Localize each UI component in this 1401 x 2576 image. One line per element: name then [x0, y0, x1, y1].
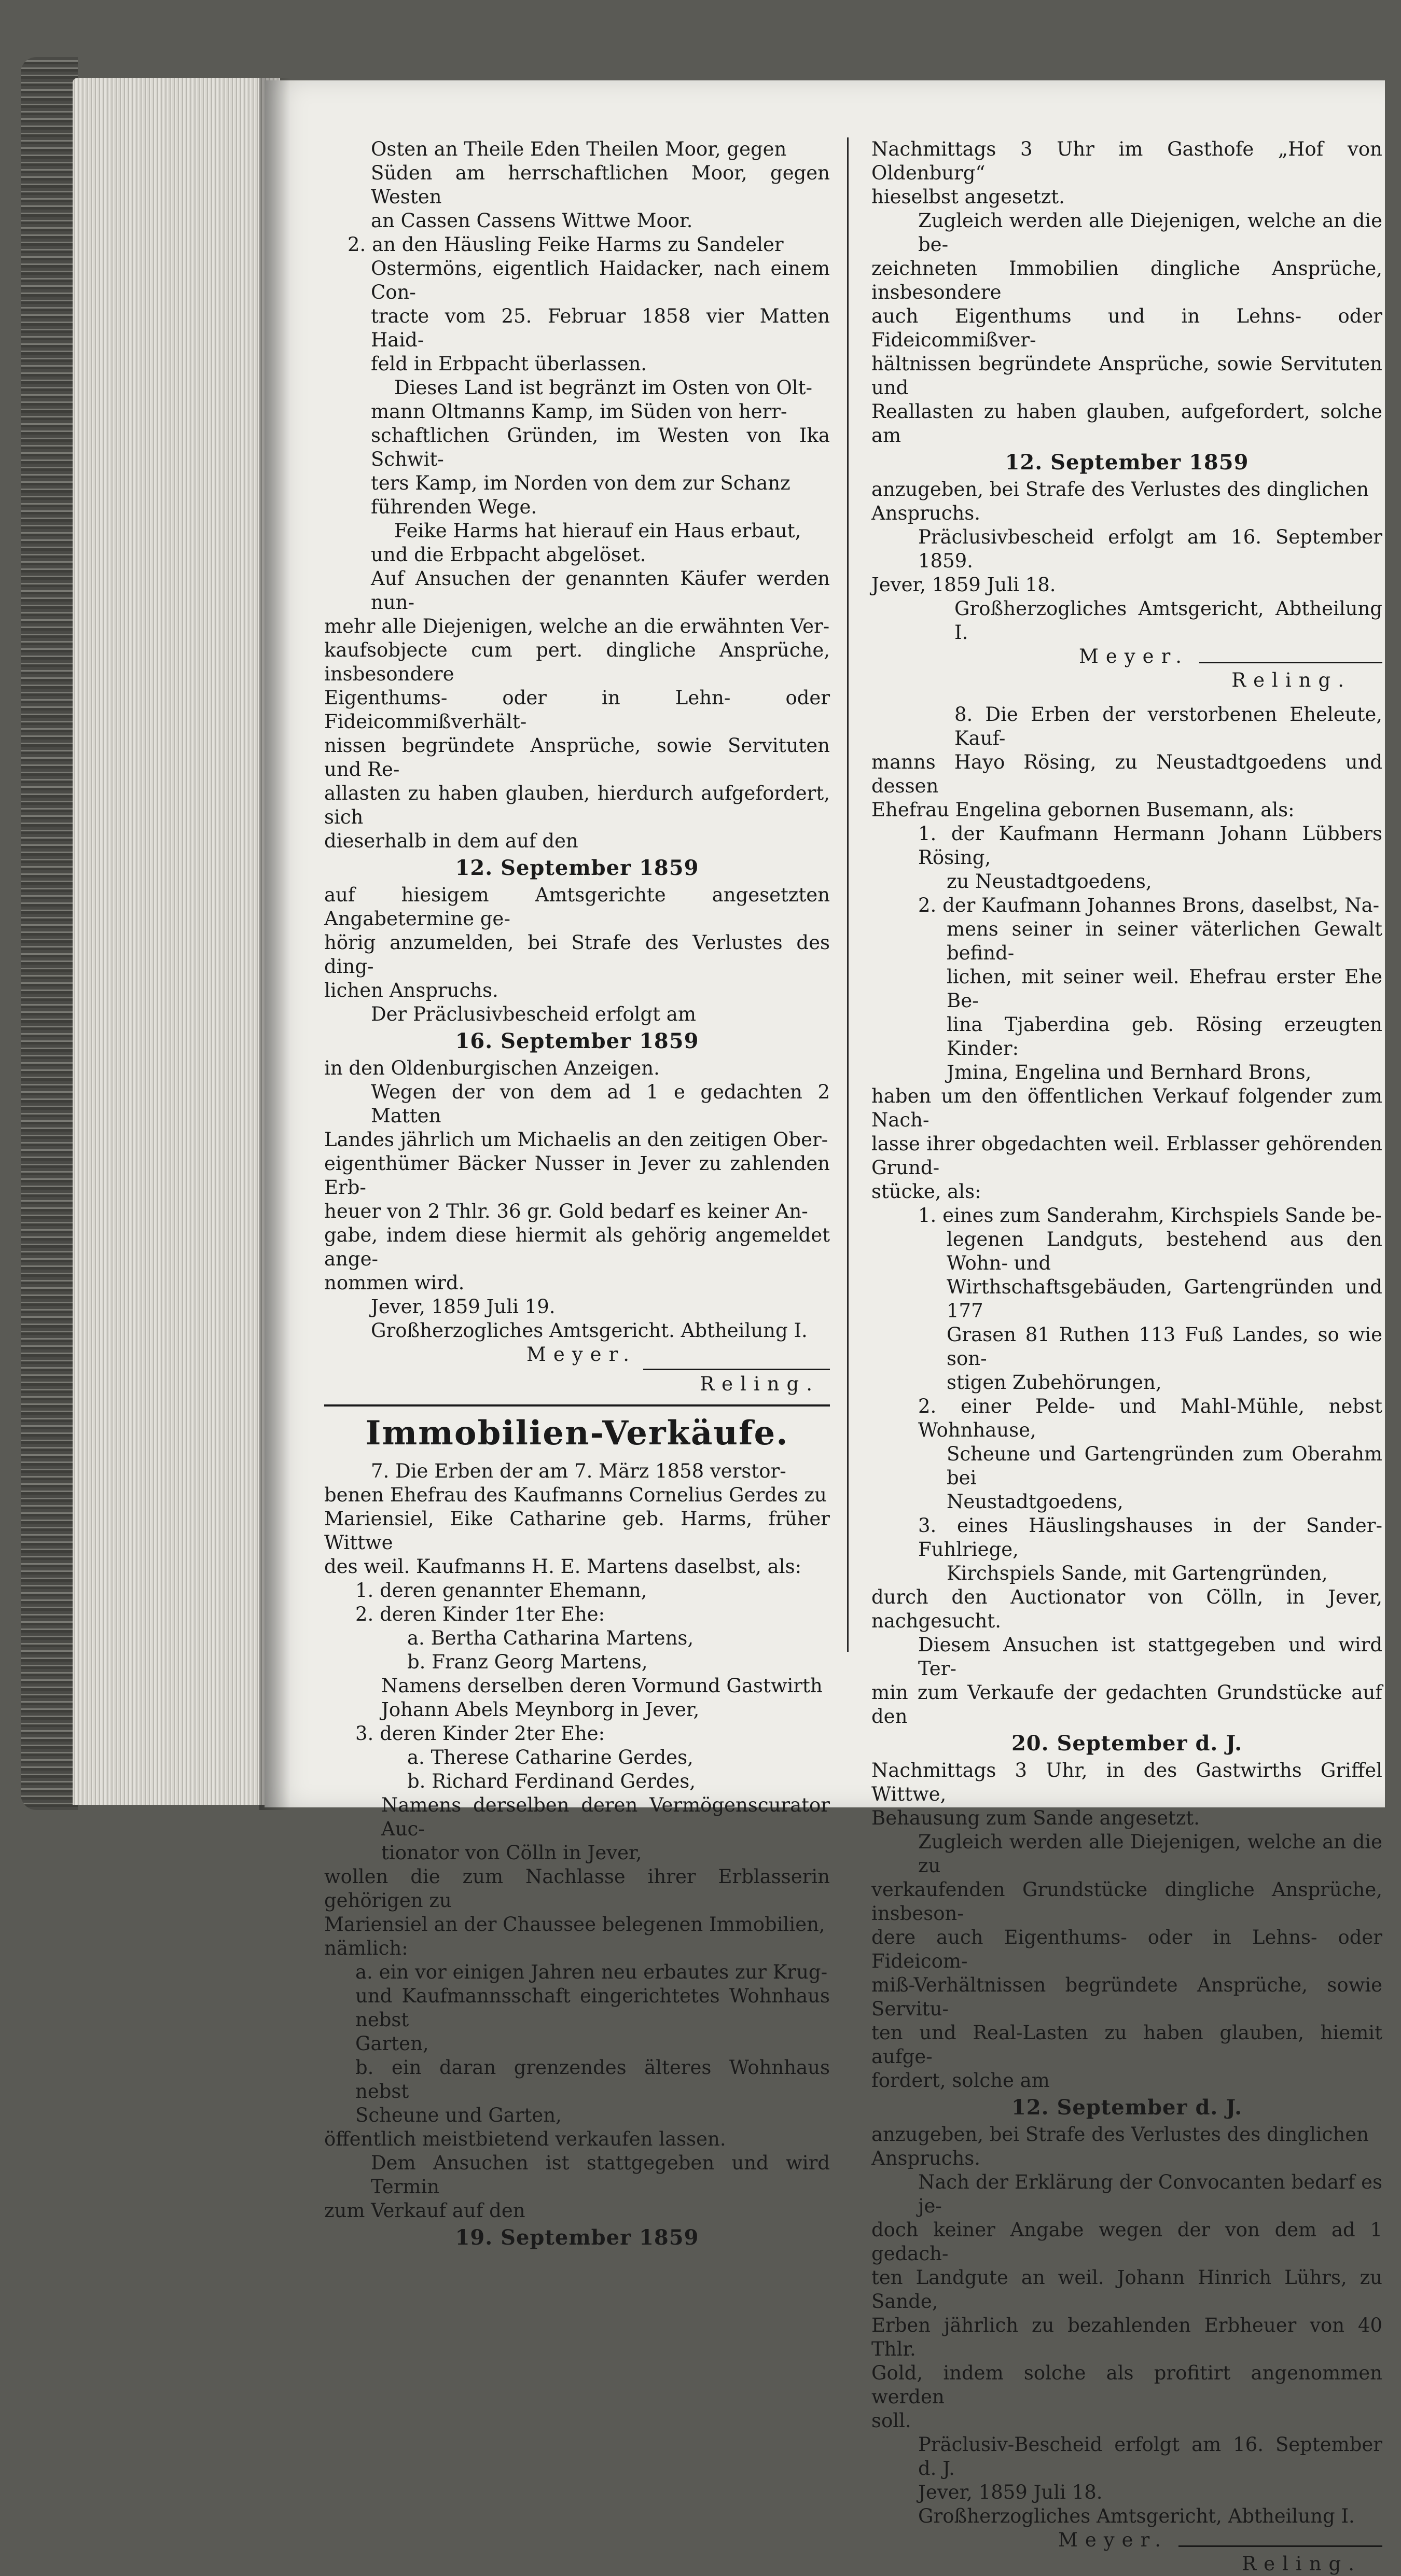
text-line: Mariensiel, Eike Catharine geb. Harms, früher Wittwe	[324, 1508, 830, 1554]
text-line: Der Präclusivbescheid erfolgt am	[371, 1003, 696, 1025]
text-line: 7. Die Erben der am 7. März 1858 verstor-	[371, 1460, 786, 1482]
text-line: verkaufenden Grundstücke dingliche Ansprüche, insbeson-	[871, 1878, 1382, 1925]
text-line: ten Landgute an weil. Johann Hinrich Lührs, zu Sande,	[871, 2266, 1382, 2313]
text-line: 1. eines zum Sanderahm, Kirchspiels Sande be-	[918, 1204, 1382, 1227]
text-line: Mariensiel an der Chaussee belegenen Immobilien,	[324, 1913, 825, 1936]
text-line: benen Ehefrau des Kaufmanns Cornelius Gerdes zu	[324, 1484, 827, 1506]
text-line: 2. einer Pelde- und Mahl-Mühle, nebst Wohnhause,	[918, 1395, 1382, 1441]
text-line: führenden Wege.	[371, 496, 537, 518]
text-line: nissen begründete Ansprüche, sowie Servituten und Re-	[324, 734, 830, 781]
signature-rule	[1199, 662, 1382, 663]
signature-reling: Reling.	[1242, 2553, 1362, 2575]
text-line: Zugleich werden alle Diejenigen, welche an die be-	[918, 210, 1382, 256]
text-line: Grasen 81 Ruthen 113 Fuß Landes, so wie son-	[947, 1324, 1382, 1370]
signature-rule	[643, 1369, 830, 1370]
text-line: Großherzogliches Amtsgericht, Abtheilung I.	[918, 2505, 1355, 2527]
text-line: öffentlich meistbietend verkaufen lassen.	[324, 2128, 726, 2150]
text-line: und die Erbpacht abgelöset.	[371, 544, 646, 566]
text-line: nämlich:	[324, 1937, 408, 1959]
text-line: schaftlichen Gründen, im Westen von Ika Schwit-	[371, 424, 830, 470]
text-line: Neustadtgoedens,	[947, 1491, 1123, 1513]
text-line: lina Tjaberdina geb. Rösing erzeugten Kinder:	[947, 1013, 1382, 1060]
text-line: hältnissen begründete Ansprüche, sowie Servituten und	[871, 353, 1382, 399]
text-line: fordert, solche am	[871, 2069, 1050, 2092]
text-line: lasse ihrer obgedachten weil. Erblasser gehörenden Grund-	[871, 1133, 1382, 1179]
text-line: tracte vom 25. Februar 1858 vier Matten Haid-	[371, 305, 830, 351]
text-line: Wegen der von dem ad 1 e gedachten 2 Matten	[371, 1081, 830, 1127]
text-line: Jever, 1859 Juli 18.	[918, 2481, 1103, 2503]
text-line: 8. Die Erben der verstorbenen Eheleute, Kauf-	[954, 703, 1382, 749]
text-line: Dem Ansuchen ist stattgegeben und wird Termin	[371, 2152, 830, 2198]
date-line: 12. September d. J.	[1011, 2095, 1243, 2120]
text-line: kaufsobjecte cum pert. dingliche Ansprüche, insbesondere	[324, 639, 830, 685]
text-line: auf hiesigem Amtsgerichte angesetzten Angabetermine ge-	[324, 884, 830, 930]
text-line: manns Hayo Rösing, zu Neustadtgoedens und dessen	[871, 751, 1382, 797]
text-line: doch keiner Angabe wegen der von dem ad 1 gedach-	[871, 2219, 1382, 2265]
text-line: 2. deren Kinder 1ter Ehe:	[355, 1603, 605, 1625]
text-line: 2. der Kaufmann Johannes Brons, daselbst, Na-	[918, 894, 1380, 916]
text-line: Osten an Theile Eden Theilen Moor, gegen	[371, 138, 787, 160]
text-line: Jever, 1859 Juli 19.	[371, 1296, 556, 1318]
text-line: tionator von Cölln in Jever,	[381, 1842, 642, 1864]
text-line: 1. der Kaufmann Hermann Johann Lübbers Rösing,	[918, 823, 1382, 869]
text-line: a. Bertha Catharina Martens,	[407, 1627, 694, 1649]
text-line: eigenthümer Bäcker Nusser in Jever zu zahlenden Erb-	[324, 1152, 830, 1199]
text-line: Gold, indem solche als profitirt angenommen werden	[871, 2362, 1382, 2408]
text-line: Eigenthums- oder in Lehn- oder Fideicommißverhält-	[324, 687, 830, 733]
text-line: in den Oldenburgischen Anzeigen.	[324, 1057, 660, 1079]
book-spine	[21, 57, 78, 1810]
text-line: Großherzogliches Amtsgericht, Abtheilung I.	[954, 597, 1382, 644]
text-line: gabe, indem diese hiermit als gehörig angemeldet ange-	[324, 1224, 830, 1270]
signature-meyer: Meyer.	[526, 1343, 636, 1366]
text-line: Behausung zum Sande angesetzt.	[871, 1807, 1200, 1829]
signature-row	[871, 645, 1382, 669]
text-line: Nach der Erklärung der Convocanten bedarf es je-	[918, 2171, 1382, 2217]
text-line: des weil. Kaufmanns H. E. Martens daselbst, als:	[324, 1555, 802, 1578]
date-line: 19. September 1859	[455, 2225, 699, 2250]
page-edges	[73, 78, 280, 1805]
text-line: Anspruchs.	[871, 502, 981, 524]
text-line: und Kaufmannsschaft eingerichtetes Wohnhaus nebst	[355, 1985, 830, 2031]
text-line: anzugeben, bei Strafe des Verlustes des dinglichen	[871, 478, 1369, 500]
text-line: Wirthschaftsgebäuden, Gartengründen und 177	[947, 1276, 1382, 1322]
text-line: Garten,	[355, 2032, 429, 2055]
text-line: heuer von 2 Thlr. 36 gr. Gold bedarf es keiner An-	[324, 1200, 808, 1222]
text-line: hieselbst angesetzt.	[871, 186, 1065, 208]
text-line: Scheune und Gartengründen zum Oberahm bei	[947, 1443, 1382, 1489]
text-line: Präclusiv-Bescheid erfolgt am 16. September d. J.	[918, 2433, 1382, 2480]
text-line: wollen die zum Nachlasse ihrer Erblasserin gehörigen zu	[324, 1865, 830, 1912]
text-line: Feike Harms hat hierauf ein Haus erbaut,	[394, 520, 801, 542]
text-line: Nachmittags 3 Uhr im Gasthofe „Hof von Oldenburg“	[871, 138, 1382, 184]
text-line: anzugeben, bei Strafe des Verlustes des dinglichen	[871, 2123, 1369, 2146]
text-line: feld in Erbpacht überlassen.	[371, 353, 647, 375]
gutter-shadow	[259, 78, 290, 1810]
text-line: Jmina, Engelina und Bernhard Brons,	[947, 1061, 1312, 1083]
text-line: Ehefrau Engelina gebornen Busemann, als:	[871, 799, 1295, 821]
text-line: zu Neustadtgoedens,	[947, 870, 1152, 893]
column-divider	[847, 137, 849, 1652]
text-line: b. Franz Georg Martens,	[407, 1651, 648, 1673]
left-column	[324, 137, 830, 2253]
text-line: zum Verkauf auf den	[324, 2199, 525, 2222]
text-line: Präclusivbescheid erfolgt am 16. September 1859.	[918, 526, 1382, 572]
right-column	[871, 137, 1382, 2576]
text-line: mehr alle Diejenigen, welche an die erwähnten Ver-	[324, 615, 830, 637]
text-line: legenen Landguts, bestehend aus den Wohn- und	[947, 1228, 1382, 1274]
text-line: Scheune und Garten,	[355, 2104, 562, 2126]
text-line: Zugleich werden alle Diejenigen, welche an die zu	[918, 1831, 1382, 1877]
date-line: 12. September 1859	[1005, 450, 1249, 475]
text-line: b. ein daran grenzendes älteres Wohnhaus nebst	[355, 2056, 830, 2102]
text-line: miß-Verhältnissen begründete Ansprüche, sowie Servitu-	[871, 1974, 1382, 2020]
text-line: 3. deren Kinder 2ter Ehe:	[355, 1722, 605, 1745]
text-line: Reallasten zu haben glauben, aufgefordert, solche am	[871, 400, 1382, 447]
text-line: mens seiner in seiner väterlichen Gewalt befind-	[947, 918, 1382, 964]
text-line: 2. an den Häusling Feike Harms zu Sandeler	[348, 233, 784, 256]
text-line: a. Therese Catharine Gerdes,	[407, 1746, 693, 1769]
text-line: Auf Ansuchen der genannten Käufer werden nun-	[371, 567, 830, 614]
signature-rule	[1178, 2545, 1382, 2547]
text-line: allasten zu haben glauben, hierdurch aufgefordert, sich	[324, 782, 830, 828]
text-line: durch den Auctionator von Cölln, in Jever, nachgesucht.	[871, 1586, 1382, 1632]
signature-meyer: Meyer.	[1058, 2529, 1168, 2551]
text-line: hörig anzumelden, bei Strafe des Verlustes des ding-	[324, 931, 830, 978]
text-line: soll.	[871, 2410, 911, 2432]
text-line: Großherzogliches Amtsgericht. Abtheilung I.	[371, 1319, 808, 1342]
text-line: min zum Verkaufe der gedachten Grundstücke auf den	[871, 1681, 1382, 1728]
text-line: ters Kamp, im Norden von dem zur Schanz	[371, 472, 790, 494]
text-line: Erben jährlich zu bezahlenden Erbheuer von 40 Thlr.	[871, 2314, 1382, 2360]
text-line: lichen Anspruchs.	[324, 979, 498, 1001]
text-line: Kirchspiels Sande, mit Gartengründen,	[947, 1562, 1328, 1584]
text-line: Jever, 1859 Juli 18.	[871, 574, 1056, 596]
signature-reling: Reling.	[1231, 669, 1351, 691]
text-line: Anspruchs.	[871, 2147, 981, 2169]
signature-meyer: Meyer.	[1079, 645, 1189, 667]
text-line: Namens derselben deren Vermögenscurator Auc-	[381, 1794, 830, 1840]
text-line: lichen, mit seiner weil. Ehefrau erster Ehe Be-	[947, 966, 1382, 1012]
text-line: auch Eigenthums und in Lehns- oder Fideicommißver-	[871, 305, 1382, 351]
text-line: dere auch Eigenthums- oder in Lehns- oder Fideicom-	[871, 1926, 1382, 1972]
section-divider	[324, 1404, 830, 1407]
signature-row	[871, 2528, 1382, 2552]
text-line: Dieses Land ist begränzt im Osten von Olt-	[394, 377, 813, 399]
text-line: 1. deren genannter Ehemann,	[355, 1579, 647, 1602]
text-line: Diesem Ansuchen ist stattgegeben und wird Ter-	[918, 1634, 1382, 1680]
text-line: mann Oltmanns Kamp, im Süden von herr-	[371, 400, 787, 423]
text-line: Ostermöns, eigentlich Haidacker, nach einem Con-	[371, 257, 830, 303]
section-title: Immobilien-Verkäufe.	[365, 1414, 789, 1453]
date-line: 16. September 1859	[455, 1029, 699, 1053]
text-line: Namens derselben deren Vormund Gastwirth	[381, 1675, 823, 1697]
text-line: dieserhalb in dem auf den	[324, 830, 578, 852]
text-line: Landes jährlich um Michaelis an den zeitigen Ober-	[324, 1129, 828, 1151]
text-line: Nachmittags 3 Uhr, in des Gastwirths Griffel Wittwe,	[871, 1759, 1382, 1805]
text-line: zeichneten Immobilien dingliche Ansprüche, insbesondere	[871, 257, 1382, 303]
text-line: a. ein vor einigen Jahren neu erbautes zur Krug-	[355, 1961, 828, 1983]
text-line: Johann Abels Meynborg in Jever,	[381, 1698, 700, 1721]
text-line: an Cassen Cassens Wittwe Moor.	[371, 210, 693, 232]
text-line: stigen Zubehörungen,	[947, 1371, 1162, 1394]
date-line: 20. September d. J.	[1011, 1731, 1243, 1756]
text-line: stücke, als:	[871, 1180, 981, 1203]
text-line: b. Richard Ferdinand Gerdes,	[407, 1770, 696, 1792]
text-line: ten und Real-Lasten zu haben glauben, hiemit aufge-	[871, 2022, 1382, 2068]
signature-reling: Reling.	[700, 1373, 820, 1395]
text-line: haben um den öffentlichen Verkauf folgender zum Nach-	[871, 1085, 1382, 1131]
text-line: Süden am herrschaftlichen Moor, gegen Westen	[371, 162, 830, 208]
text-line: 3. eines Häuslingshauses in der Sander-Fuhlriege,	[918, 1514, 1382, 1561]
date-line: 12. September 1859	[455, 856, 699, 880]
text-line: nommen wird.	[324, 1272, 465, 1294]
